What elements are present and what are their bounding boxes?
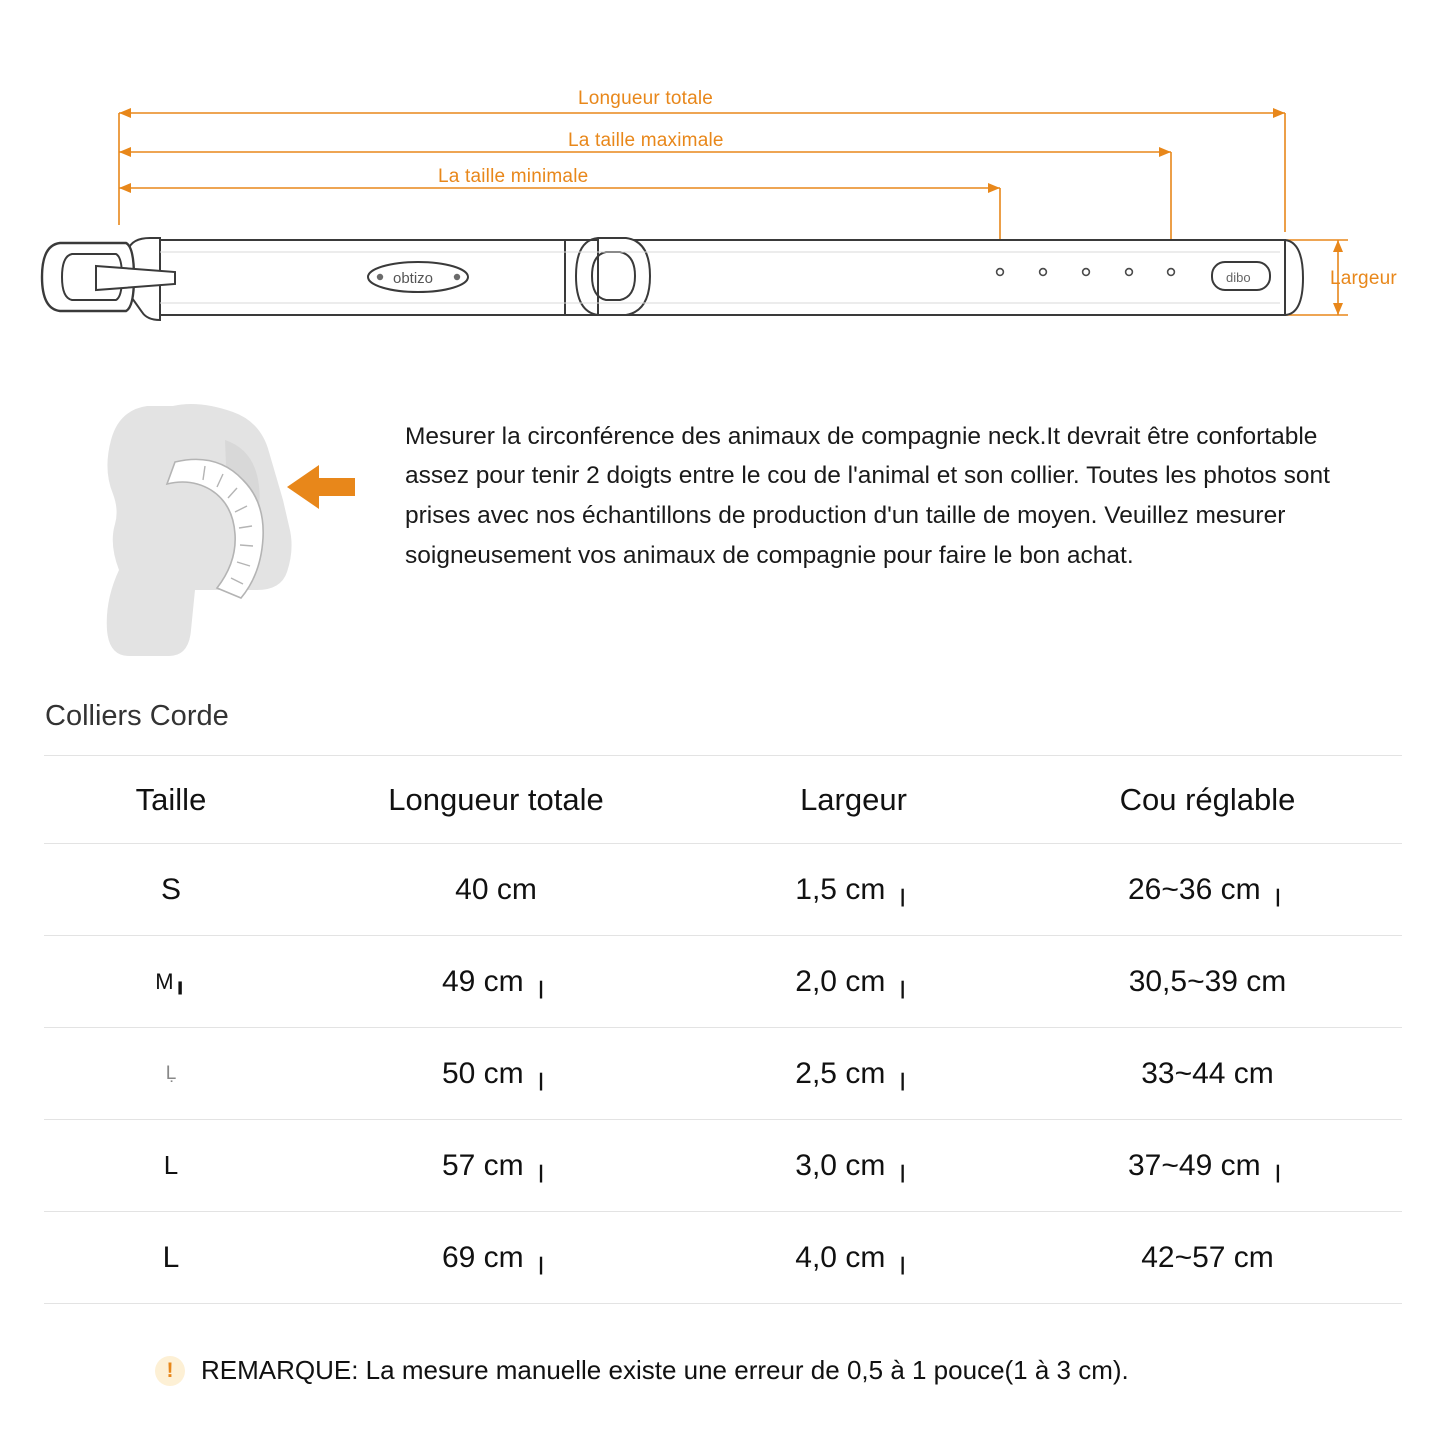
cell-total-length: 40 cm (299, 844, 694, 936)
cell-total-length: 49 cm ╷ (299, 936, 694, 1028)
collar-diagram (0, 0, 1445, 360)
table-row (44, 844, 1402, 936)
table-row (44, 1028, 1402, 1120)
column-header-size: Taille (44, 756, 299, 844)
cell-neck: 42~57 cm (1014, 1212, 1402, 1304)
dimension-label-width: Largeur (1330, 268, 1397, 289)
collar-illustration (0, 0, 1445, 360)
cell-width: 3,0 cm ╷ (694, 1120, 1014, 1212)
column-header-adjustable-neck: Cou réglable (1014, 756, 1402, 844)
cell-total-length: 57 cm ╷ (299, 1120, 694, 1212)
cell-size: M╻ (44, 936, 299, 1028)
table-title: Colliers Corde (45, 700, 229, 732)
cell-size: L (44, 1212, 299, 1304)
size-table (44, 755, 1402, 1304)
instructions-text: Mesurer la circonférence des animaux de compagnie neck.It devrait être confortable assez pour tenir 2 doigts entre le cou de l'animal et son collier. Toutes les photos sont prises avec nos échantillons de production d'un taille de moyen. Veuillez mesurer soigneusement vos animaux de compagnie pour faire le bon achat. (405, 422, 1330, 569)
table-row (44, 936, 1402, 1028)
cell-width: 1,5 cm ╷ (694, 844, 1014, 936)
size-table-section (0, 700, 1445, 1304)
dog-measuring-icon (55, 370, 375, 660)
cell-size: S (44, 844, 299, 936)
cell-size: Ḷ (44, 1028, 299, 1120)
cell-width: 4,0 cm ╷ (694, 1212, 1014, 1304)
dimension-label-max-size: La taille maximale (568, 130, 724, 151)
cell-width: 2,5 cm ╷ (694, 1028, 1014, 1120)
table-row (44, 1120, 1402, 1212)
cell-size: L (44, 1120, 299, 1212)
svg-text:obtizo: obtizo (393, 270, 434, 287)
cell-neck: 26~36 cm ╷ (1014, 844, 1402, 936)
cell-neck: 33~44 cm (1014, 1028, 1402, 1120)
exclamation-icon: ! (155, 1356, 185, 1386)
measurement-instructions (0, 360, 1445, 670)
cell-neck: 30,5~39 cm (1014, 936, 1402, 1028)
dimension-label-total-length: Longueur totale (578, 88, 714, 109)
remark-text: REMARQUE: La mesure manuelle existe une erreur de 0,5 à 1 pouce(1 à 3 cm). (201, 1355, 1129, 1385)
remark-note (45, 1355, 1405, 1386)
table-header-row (44, 756, 1402, 844)
svg-text:dibo: dibo (1226, 270, 1251, 285)
dimension-label-min-size: La taille minimale (438, 166, 589, 187)
cell-total-length: 69 cm ╷ (299, 1212, 694, 1304)
cell-total-length: 50 cm ╷ (299, 1028, 694, 1120)
cell-neck: 37~49 cm ╷ (1014, 1120, 1402, 1212)
column-header-width: Largeur (694, 756, 1014, 844)
table-row (44, 1212, 1402, 1304)
cell-width: 2,0 cm ╷ (694, 936, 1014, 1028)
column-header-total-length: Longueur totale (299, 756, 694, 844)
